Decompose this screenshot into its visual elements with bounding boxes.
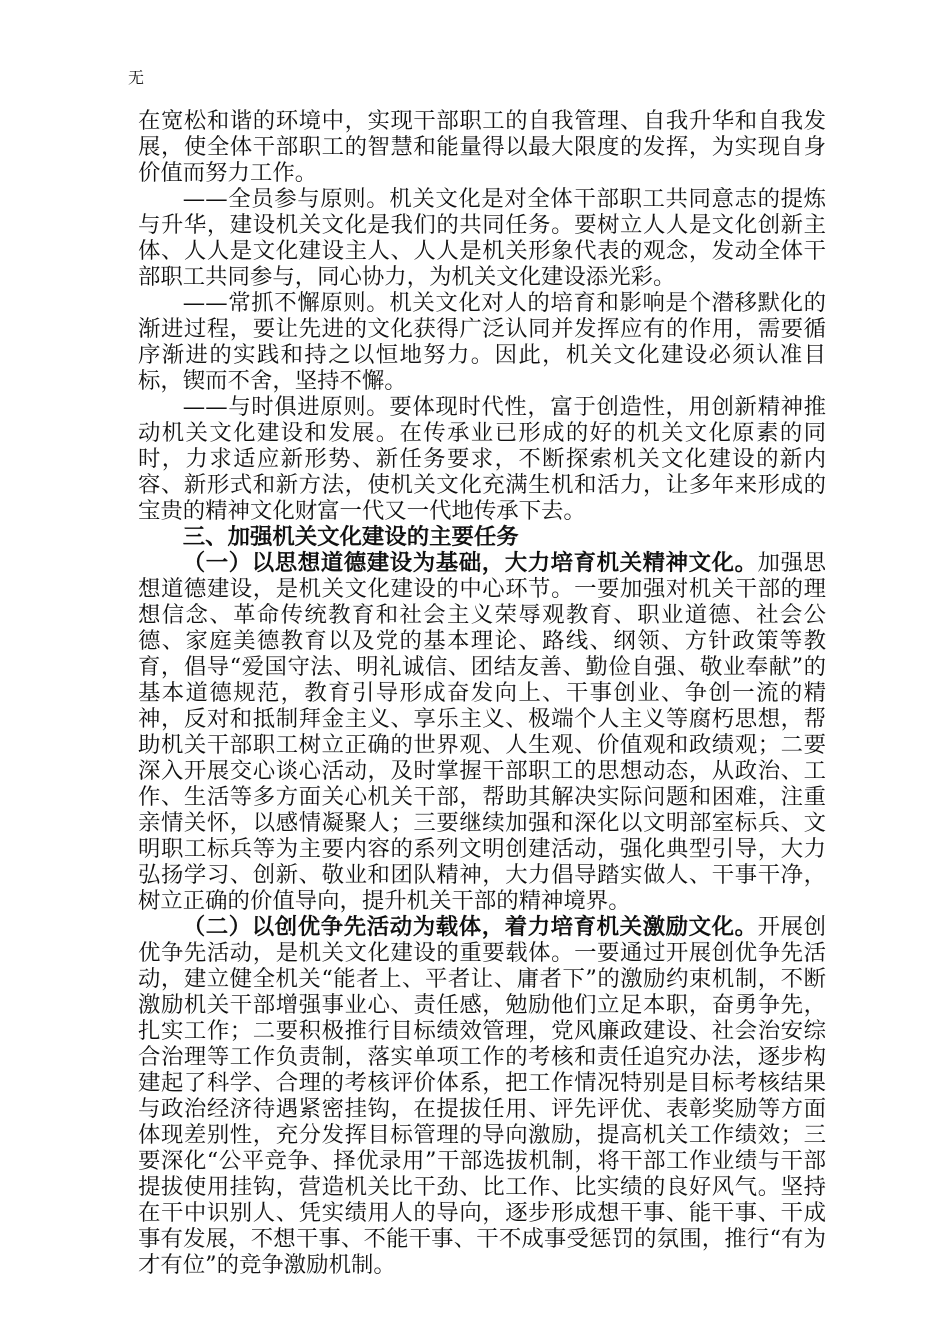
task-two-lead: （二）以创优争先活动为载体，着力培育机关激励文化。 xyxy=(182,914,758,940)
task-one-lead: （一）以思想道德建设为基础，大力培育机关精神文化。 xyxy=(182,550,758,576)
paragraph-continuation: 在宽松和谐的环境中，实现干部职工的自我管理、自我升华和自我发展，使全体干部职工的智慧和能量得以最大限度的发挥，为实现自身价值而努力工作。 xyxy=(138,108,826,186)
section-heading: 三、加强机关文化建设的主要任务 xyxy=(182,524,519,550)
paragraph-task-one xyxy=(138,550,826,914)
paragraph-principle-progress: ——与时俱进原则。要体现时代性，富于创造性，用创新精神推动机关文化建设和发展。在传承业已形成的好的机关文化原素的同时，力求适应新形势、新任务要求，不断探索机关文化建设的新内容、新形式和新方法，使机关文化充满生机和活力，让多年来形成的宝贵的精神文化财富一代又一代地传承下去。 xyxy=(138,394,826,524)
page-header-mark: 无 xyxy=(128,68,145,87)
task-one-text: 加强思想道德建设，是机关文化建设的中心环节。一要加强对机关干部的理想信念、革命传统教育和社会主义荣辱观教育、职业道德、社会公德、家庭美德教育以及党的基本理论、路线、纲领、方针政策等教育，倡导“爱国守法、明礼诚信、团结友善、勤俭自强、敬业奉献”的基本道德规范，教育引导形成奋发向上、干事创业、争创一流的精神，反对和抵制拜金主义、享乐主义、极端个人主义等腐朽思想，帮助机关干部职工树立正确的世界观、人生观、价值观和政绩观；二要深入开展交心谈心活动，及时掌握干部职工的思想动态，从政治、工作、生活等多方面关心机关干部，帮助其解决实际问题和困难，注重亲情关怀，以感情凝聚人；三要继续加强和深化以文明部室标兵、文明职工标兵等为主要内容的系列文明创建活动，强化典型引导，大力弘扬学习、创新、敬业和团队精神，大力倡导踏实做人、干事干净，树立正确的价值导向，提升机关干部的精神境界。 xyxy=(138,550,827,914)
task-two-text: 开展创优争先活动，是机关文化建设的重要载体。一要通过开展创优争先活动，建立健全机关“能者上、平者让、庸者下”的激励约束机制，不断激励机关干部增强事业心、责任感，勉励他们立足本职，奋勇争先，扎实工作；二要积极推行目标绩效管理，党风廉政建设、社会治安综合治理等工作负责制，落实单项工作的考核和责任追究办法，逐步构建起了科学、合理的考核评价体系，把工作情况特别是目标考核结果与政治经济待遇紧密挂钩，在提拔任用、评先评优、表彰奖励等方面体现差别性，充分发挥目标管理的导向激励，提高机关工作绩效；三要深化“公平竞争、择优录用”干部选拔机制，将干部工作业绩与干部提拔使用挂钩，营造机关比干劲、比工作、比实绩的良好风气。坚持在干中识别人、凭实绩用人的导向，逐步形成想干事、能干事、干成事有发展，不想干事、不能干事、干不成事受惩罚的氛围，推行“有为才有位”的竞争激励机制。 xyxy=(138,914,827,1278)
paragraph-principle-persistence: ——常抓不懈原则。机关文化对人的培育和影响是个潜移默化的渐进过程，要让先进的文化获得广泛认同并发挥应有的作用，需要循序渐进的实践和持之以恒地努力。因此，机关文化建设必须认准目标，锲而不舍，坚持不懈。 xyxy=(138,290,826,394)
document-body xyxy=(138,108,826,1278)
paragraph-task-two xyxy=(138,914,826,1278)
paragraph-principle-participation: ——全员参与原则。机关文化是对全体干部职工共同意志的提炼与升华，建设机关文化是我们的共同任务。要树立人人是文化创新主体、人人是文化建设主人、人人是机关形象代表的观念，发动全体干部职工共同参与，同心协力，为机关文化建设添光彩。 xyxy=(138,186,826,290)
